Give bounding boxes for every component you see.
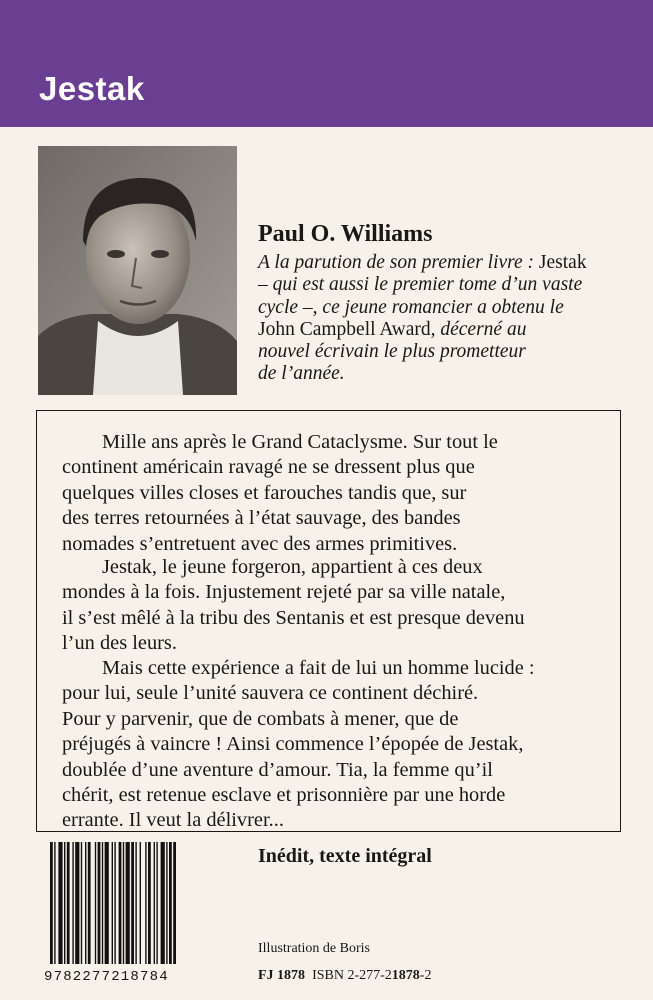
blurb-paragraph: Mais cette expérience a fait de lui un homme lucide : pour lui, seule l’unité sauvera ce continent déchiré. Pour y parvenir, que de combats à mener, que de préjugés à vaincre ! Ainsi commence l’épopée de Jestak, doublée d’une aventure d’amour. Tia, la femme qu’il chérit, est retenue esclave et prisonnière par une horde errante. Il veut la délivrer... xyxy=(62,657,535,832)
illustration-credit: Illustration de Boris xyxy=(258,941,370,956)
bio-line: de l’année. xyxy=(258,363,345,385)
bio-line: A la parution de son premier livre : Jestak xyxy=(258,252,587,273)
isbn-suffix: -2 xyxy=(419,968,432,983)
edition-note: Inédit, texte intégral xyxy=(258,845,432,867)
catalog-line xyxy=(258,968,431,984)
barcode-digits: 9782277218784 xyxy=(44,969,169,985)
bio-line: nouvel écrivain le plus prometteur xyxy=(258,341,526,363)
blurb-paragraph: Mille ans après le Grand Cataclysme. Sur tout le continent américain ravagé ne se dressent plus que quelques villes closes et farouches tandis que, sur des terres retournées à l’état sauvage, des bandes nomades s’entretuent avec des armes primitives. xyxy=(62,431,498,555)
isbn-bold: 1878 xyxy=(391,968,420,983)
author-bio xyxy=(258,252,653,386)
author-photo xyxy=(38,146,237,395)
catalog-code: FJ 1878 xyxy=(258,968,306,983)
bio-line: – qui est aussi le premier tome d’un vaste xyxy=(258,274,583,296)
bio-line: John Campbell Award, décerné au xyxy=(258,318,527,340)
author-name: Paul O. Williams xyxy=(258,221,433,247)
bio-line: cycle –, ce jeune romancier a obtenu le xyxy=(258,296,564,318)
blurb-paragraph: Jestak, le jeune forgeron, appartient à ces deux mondes à la fois. Injustement rejeté par sa ville natale, il s’est mêlé à la tribu des Sentanis et est presque devenu l’un des leurs. xyxy=(62,556,525,655)
book-title: Jestak xyxy=(39,70,145,107)
isbn-prefix: ISBN 2-277-2 xyxy=(312,968,392,983)
barcode xyxy=(44,840,222,983)
